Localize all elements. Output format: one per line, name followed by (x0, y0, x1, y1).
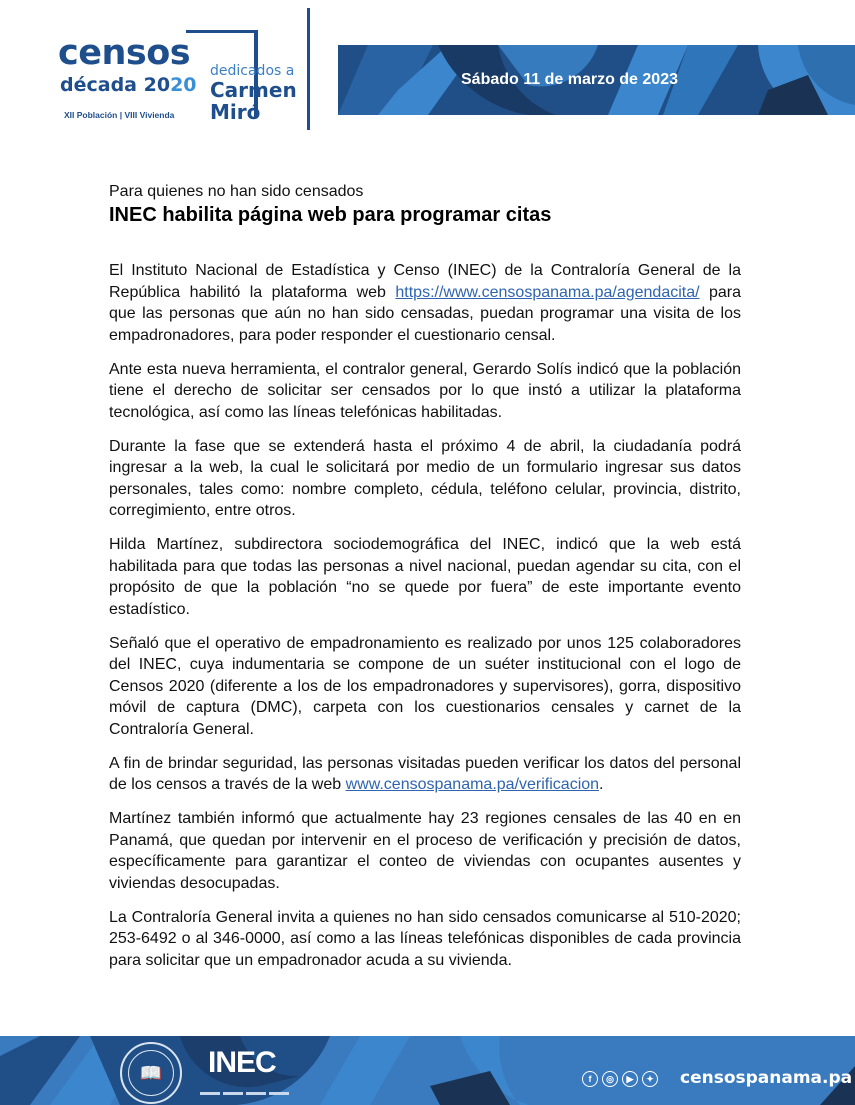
publication-date: Sábado 11 de marzo de 2023 (461, 71, 678, 88)
paragraph-4: Hilda Martínez, subdirectora sociodemográfica del INEC, indicó que la web está habilitada para que todas las personas a nivel nacional, puedan agendar su cita, con el propósito de que la población “no se quede por fuera” de este importante evento estadístico. (109, 536, 741, 618)
article (109, 182, 741, 984)
header-divider (307, 8, 310, 130)
logo-year-b: 20 (170, 74, 197, 96)
logo-decada-label: década (60, 74, 137, 96)
dedication (210, 64, 297, 122)
contraloria-seal-icon (120, 1042, 182, 1104)
article-kicker: Para quienes no han sido censados (109, 183, 364, 200)
date-banner (338, 45, 855, 115)
paragraph-6 (109, 753, 741, 796)
logo-year-a: 20 (143, 74, 171, 96)
article-body (109, 260, 741, 971)
logo-word: censos (58, 33, 191, 73)
verificacion-link[interactable]: www.censospanama.pa/verificacion (345, 776, 600, 793)
logo-decada (60, 76, 197, 95)
paragraph-1 (109, 260, 741, 346)
social-icons (582, 1071, 658, 1087)
seal-book-icon: 📖 (128, 1050, 174, 1096)
paragraph-6-text-a: A fin de brindar seguridad, las personas visitadas pueden verificar los datos del personal de los censos a través de la web (109, 754, 741, 793)
paragraph-8: La Contraloría General invita a quienes no han sido censados comunicarse al 510-2020; 253-6492 o al 346-0000, así como a las líneas telefónicas disponibles de cada provincia para solicitar que un empadronador acuda a su vivienda. (109, 908, 741, 969)
logo-subtitle: XII Población | VIII Vivienda (64, 110, 175, 120)
article-title: INEC habilita página web para programar citas (109, 204, 552, 226)
dedication-line1: dedicados a (210, 63, 295, 79)
dedication-line3: Miró (210, 100, 261, 124)
youtube-icon[interactable]: ▶ (622, 1071, 638, 1087)
paragraph-7: Martínez también informó que actualmente hay 23 regiones censales de las 40 en en Panamá, que quedan por intervenir en el proceso de verificación y precisión de datos, específicamente para garantizar el conteo de viviendas con ocupantes ausentes y viviendas desocupadas. (109, 810, 741, 892)
page-header (0, 0, 855, 140)
website-link[interactable]: censospanama.pa (680, 1068, 853, 1088)
paragraph-1-text-b: para que las personas que aún no han sido censadas, puedan programar una visita de los empadronadores, para poder responder el cuestionario censal. (109, 283, 742, 344)
agendacita-link[interactable]: https://www.censospanama.pa/agendacita/ (395, 283, 700, 301)
paragraph-2: Ante esta nueva herramienta, el contralor general, Gerardo Solís indicó que la población tiene el derecho de solicitar ser censados por lo que instó a utilizar la plataforma tecnológica, así como las líneas telefónicas habilitadas. (109, 360, 741, 421)
censos-2020-logo (58, 30, 198, 125)
dedication-line2: Carmen (210, 78, 297, 102)
paragraph-1-text-a: El Instituto Nacional de Estadística y Censo (INEC) de la Contraloría General de la República habilitó la plataforma web (109, 262, 741, 301)
facebook-icon[interactable]: f (582, 1071, 598, 1087)
twitter-icon[interactable]: ✦ (642, 1071, 658, 1087)
paragraph-3: Durante la fase que se extenderá hasta el próximo 4 de abril, la ciudadanía podrá ingresar a la web, la cual le solicitará por medio de un formulario ingresar sus datos personales, tales como: nombre completo, cédula, teléfono celular, provincia, distrito, corregimiento, entre otros. (109, 437, 741, 519)
instagram-icon[interactable]: ◎ (602, 1071, 618, 1087)
inec-logo: INEC (208, 1046, 276, 1079)
inec-logo-bars (200, 1092, 289, 1095)
paragraph-5: Señaló que el operativo de empadronamiento es realizado por unos 125 colaboradores del INEC, cuya indumentaria se compone de un suéter institucional con el logo de Censos 2020 (diferente a los de los empadronadores y supervisores), gorra, dispositivo móvil de captura (DMC), carpeta con los cuestionarios censales y carnet de la Contraloría General. (109, 634, 741, 738)
page-footer (0, 1036, 855, 1105)
paragraph-6-text-b: . (599, 776, 604, 793)
logo-year (144, 74, 197, 96)
